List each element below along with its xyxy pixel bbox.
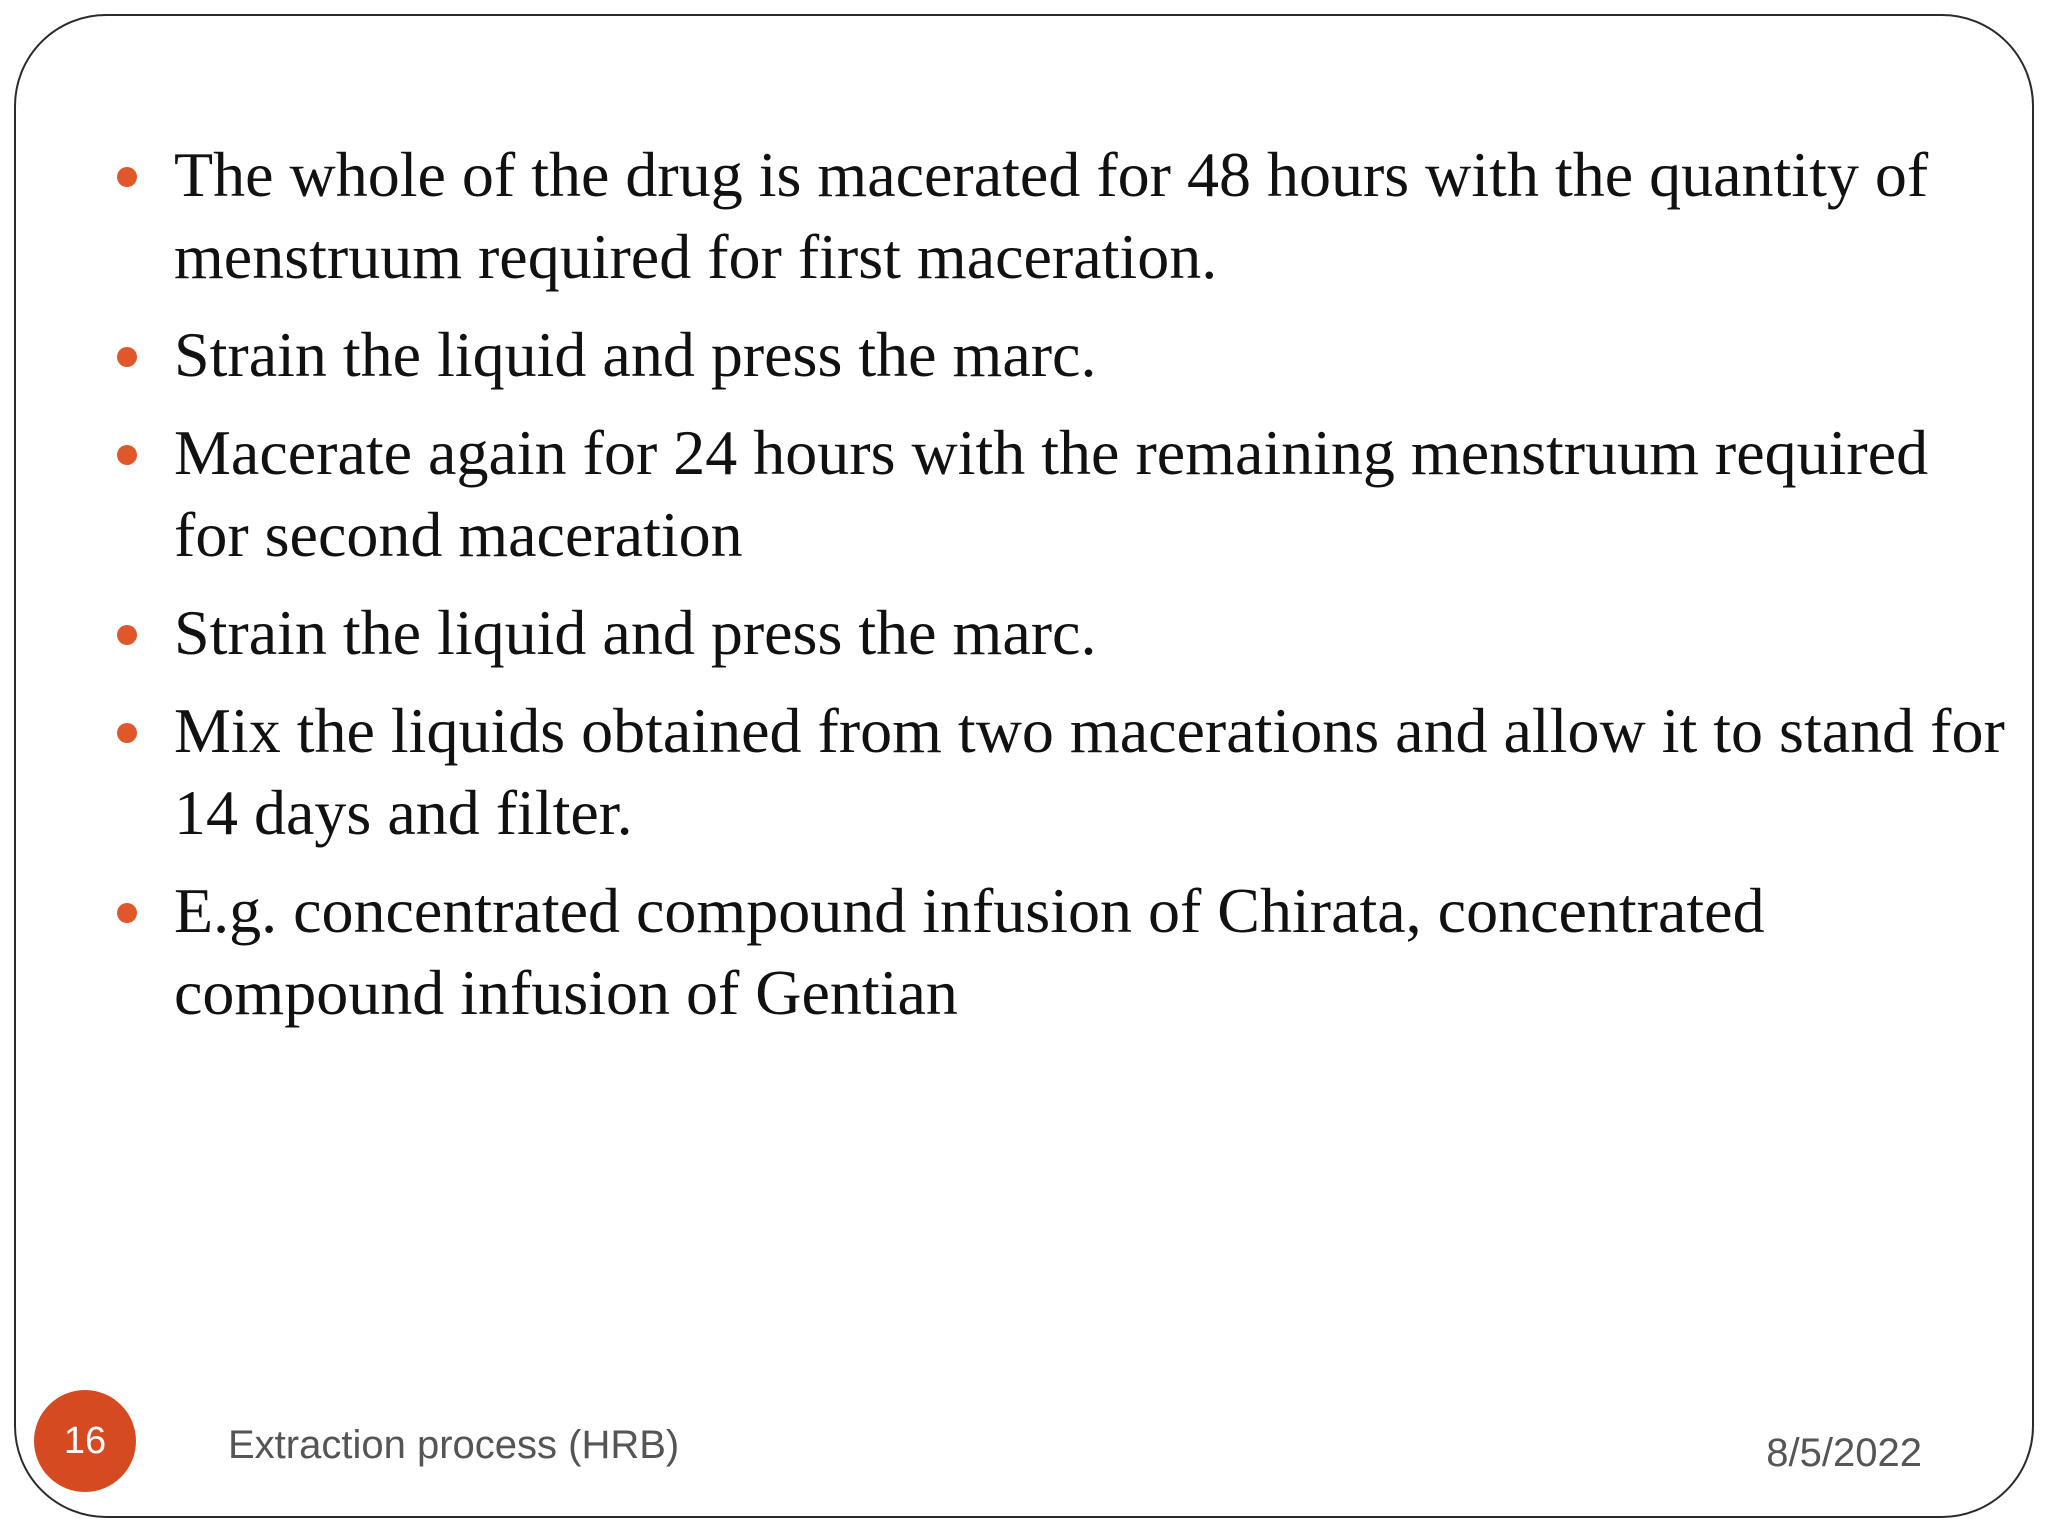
bullet-text: Macerate again for 24 hours with the remaining menstruum required for second maceration bbox=[174, 417, 1929, 570]
bullet-text: Strain the liquid and press the marc. bbox=[174, 319, 1097, 390]
bullet-item bbox=[16, 134, 2034, 298]
bullet-item bbox=[16, 870, 2034, 1034]
bullet-dot-icon bbox=[117, 347, 137, 367]
bullet-item bbox=[16, 412, 2034, 576]
bullet-list bbox=[16, 134, 2034, 1050]
bullet-dot-icon bbox=[117, 445, 137, 465]
bullet-item bbox=[16, 314, 2034, 396]
bullet-text: The whole of the drug is macerated for 48 hours with the quantity of menstruum required for first maceration. bbox=[174, 139, 1929, 292]
bullet-dot-icon bbox=[117, 723, 137, 743]
bullet-item bbox=[16, 690, 2034, 854]
bullet-text: Mix the liquids obtained from two macerations and allow it to stand for 14 days and filter. bbox=[174, 695, 2005, 848]
bullet-dot-icon bbox=[117, 167, 137, 187]
page-number-badge: 16 bbox=[34, 1390, 136, 1492]
bullet-dot-icon bbox=[117, 625, 137, 645]
bullet-text: Strain the liquid and press the marc. bbox=[174, 597, 1097, 668]
bullet-text: E.g. concentrated compound infusion of Chirata, concentrated compound infusion of Gentian bbox=[174, 875, 1765, 1028]
footer-date: 8/5/2022 bbox=[1766, 1431, 1922, 1475]
footer-title: Extraction process (HRB) bbox=[228, 1423, 680, 1467]
slide bbox=[14, 14, 2034, 1518]
bullet-item bbox=[16, 592, 2034, 674]
bullet-dot-icon bbox=[117, 903, 137, 923]
